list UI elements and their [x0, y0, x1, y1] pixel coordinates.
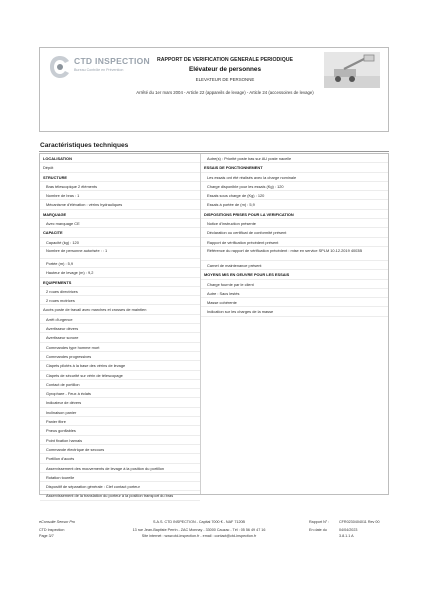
- section-heading: MARQUAGE: [40, 210, 200, 219]
- characteristic-item: Hauteur de levage (m) : 9,2: [40, 268, 200, 277]
- footer-date-value: 04/04/2023: [339, 528, 358, 532]
- characteristic-item: Masse cohérente: [201, 298, 388, 307]
- footer-date-label: En date du: [309, 528, 327, 532]
- section-heading: LOCALISATION: [40, 154, 200, 163]
- characteristic-item: Gyrophare - Feux à éclats: [40, 389, 200, 398]
- characteristic-item: Déclaration ou certificat de conformité présent: [201, 228, 388, 237]
- characteristic-item: Asservissement des mouvements de levage à la position du portillon: [40, 464, 200, 473]
- characteristic-item: Essais sous charge de (Kg) : 120: [201, 191, 388, 200]
- characteristic-item: Clapets pilotés à la base des vérins de levage: [40, 361, 200, 370]
- characteristic-item: Panier fibre: [40, 417, 200, 426]
- characteristic-item: Dispositif de séparation générale : Clef contact porteur: [40, 482, 200, 491]
- characteristic-item: Charge fournie par le client: [201, 280, 388, 289]
- footer-software: eConsulte Sensor Pro: [39, 520, 76, 524]
- left-column: [40, 154, 200, 501]
- section-title: Caractéristiques techniques: [40, 142, 129, 149]
- section-heading: DISPOSITIONS PRISES POUR LA VERIFICATION: [201, 210, 388, 219]
- characteristic-item: Commande électrique de secours: [40, 445, 200, 454]
- section-heading: CAPACITE: [40, 228, 200, 237]
- characteristic-item: Référence du rapport de vérification précédent : mise en service SPLM 10.12.2019 4003B: [201, 247, 388, 261]
- characteristic-item: Rapport de vérification précédent présent: [201, 238, 388, 247]
- characteristic-item: Avertisseur dévers: [40, 324, 200, 333]
- characteristic-item: 2 roues motrices: [40, 296, 200, 305]
- characteristic-item: Accès poste de travail avec marches et crosses de maintien: [40, 305, 200, 314]
- characteristic-item: Asservissement de la translation du porteur à la position transport du bras: [40, 491, 200, 500]
- characteristic-item: Essais à portée de (m) : 5,9: [201, 200, 388, 209]
- characteristic-item: Indicateur de dévers: [40, 398, 200, 407]
- characteristic-item: Autre : Sacs lestés: [201, 289, 388, 298]
- characteristic-item: Portée (m) : 5,9: [40, 259, 200, 268]
- characteristic-item: Les essais ont été réalisés avec la charge nominale: [201, 173, 388, 182]
- footer-address: 13 rue Jean-Baptiste Perrin - ZAC Monnay - 33000 Cauzac - Tél : 05 56 49 47 16: [132, 528, 266, 532]
- characteristic-item: Arrêt d'urgence: [40, 315, 200, 324]
- regulation-reference: Arrêté du 1er mars 2004 - Article 22 (appareils de levage) - Article 24 (accessoires de levage): [136, 90, 314, 95]
- section-heading: EQUIPEMENTS: [40, 278, 200, 287]
- characteristic-item: Avec marquage CE: [40, 219, 200, 228]
- section-divider: [39, 151, 389, 152]
- characteristic-item: Contact de portillon: [40, 380, 200, 389]
- characteristic-item: Dépôt: [40, 163, 200, 172]
- characteristic-item: Commandes type homme mort: [40, 343, 200, 352]
- footer-report-number: CFR0230404011 Rev 00: [339, 520, 380, 524]
- equipment-photo: [324, 52, 380, 88]
- equipment-type: ELEVATEUR DE PERSONNE: [195, 77, 255, 82]
- footer-page-number: Page 3/7: [39, 534, 54, 538]
- characteristic-item: Avertisseur sonore: [40, 333, 200, 342]
- characteristic-item: Clapets de sécurité sur vérin de télescopage: [40, 371, 200, 380]
- characteristic-item: Inclinaison panier: [40, 408, 200, 417]
- footer-report-label: Rapport N° :: [309, 520, 330, 524]
- characteristic-item: Rotation tourelle: [40, 473, 200, 482]
- report-subtitle: Elévateur de personnes: [188, 66, 262, 73]
- characteristic-item: Charge disponible pour les essais (Kg) : 120: [201, 182, 388, 191]
- characteristic-item: Pneus gonflables: [40, 426, 200, 435]
- footer-form-reference: 3.8.1.1 A: [339, 534, 354, 538]
- characteristic-item: Portillon d'accès: [40, 454, 200, 463]
- characteristic-item: Nombre de personne autorisée : : 1: [40, 247, 200, 259]
- characteristic-item: Point fixation harnais: [40, 436, 200, 445]
- ctd-logo-mark-icon: [48, 54, 72, 80]
- characteristic-item: Notice d'instruction présente: [201, 219, 388, 228]
- page-footer: [39, 520, 389, 552]
- logo-tagline: Bureau Contrôle en Prévention: [74, 68, 124, 72]
- ctd-logo: [48, 54, 150, 80]
- characteristic-item: Capacité (kg) : 120: [40, 238, 200, 247]
- section-heading: STRUCTURE: [40, 173, 200, 182]
- characteristic-item: Nombre de bras : 1: [40, 191, 200, 200]
- characteristic-item: Commandes progressives: [40, 352, 200, 361]
- characteristic-item: Mécanisme d'élévation : vérins hydrauliques: [40, 200, 200, 209]
- footer-website: Site internet : www.ctd-inspection.fr - email : contact@ctd-inspection.fr: [141, 534, 257, 538]
- characteristic-item: Indication sur les charges de la masse: [201, 307, 388, 316]
- right-column: [201, 154, 388, 317]
- characteristic-item: Carnet de maintenance présent: [201, 261, 388, 270]
- footer-legal: S.A.S. CTD INSPECTION - Capital 7000 € - NAF 7120B: [152, 520, 245, 524]
- section-heading: MOYENS MIS EN OEUVRE POUR LES ESSAIS: [201, 270, 388, 279]
- characteristics-table: [39, 153, 389, 499]
- logo-name: CTD INSPECTION: [74, 56, 150, 66]
- section-heading: ESSAIS DE FONCTIONNEMENT: [201, 163, 388, 172]
- footer-company: CTD Inspection: [39, 528, 65, 532]
- aerial-lift-image-icon: [324, 52, 380, 88]
- characteristic-item: 2 roues directrices: [40, 287, 200, 296]
- characteristic-item: Bras télescopique 2 éléments: [40, 182, 200, 191]
- characteristic-item: Autre(s) : Priorité poste bas sur AU poste nacelle: [201, 154, 388, 163]
- report-header: [39, 47, 389, 132]
- report-title: RAPPORT DE VERIFICATION GENERALE PERIODIQUE: [157, 57, 293, 63]
